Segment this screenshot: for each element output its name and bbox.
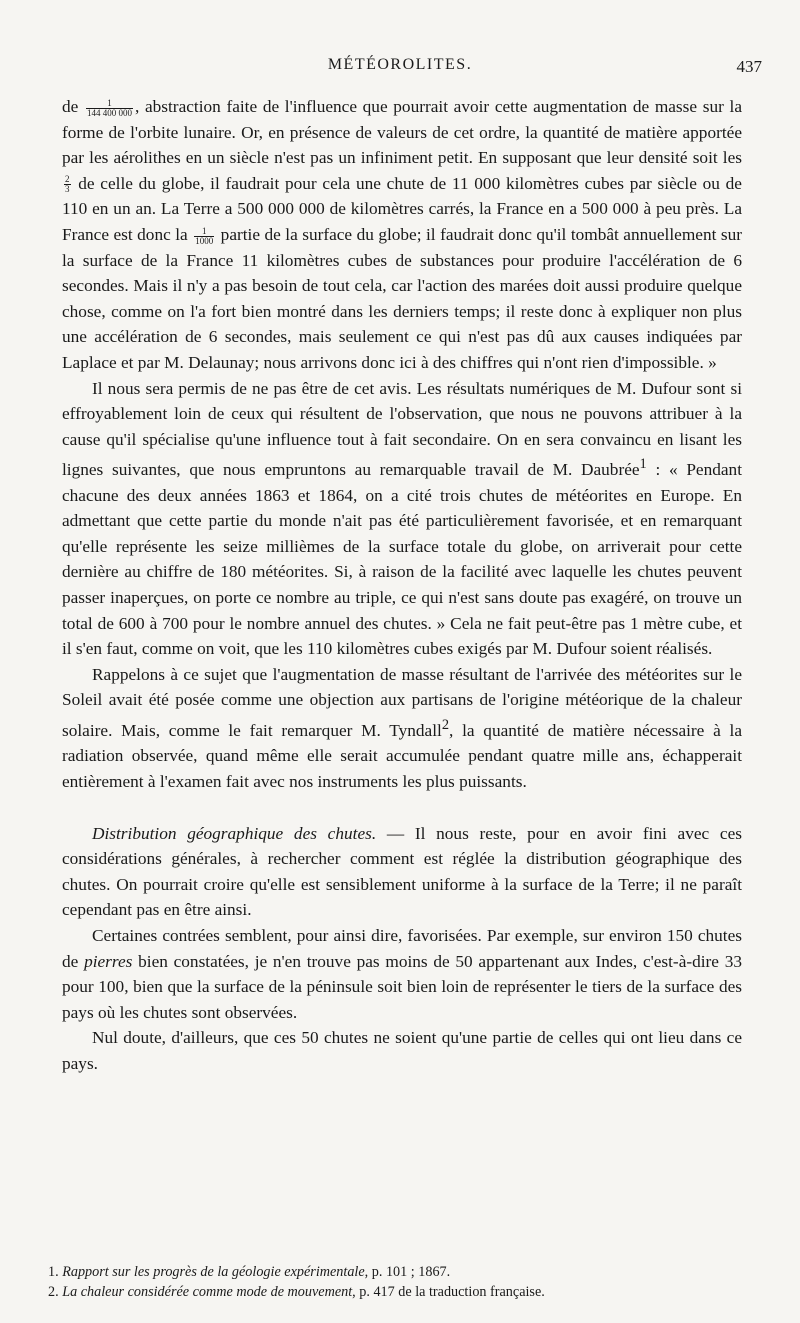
- footnote-1-rest: , p. 101 ; 1867.: [364, 1264, 451, 1280]
- p1-end: partie de la surface du globe; il faudrait donc qu'il tombât annuellement sur la surface de la France 11 kilomètres cubes de substances pour produire l'accélération de 6 secondes. Mais il n'y a pas besoin de tout cela, car l'action des marées doit aussi produire quelque chose, comme on l'a fort bien montré dans les derniers temps; il reste donc à expliquer non plus une accélération de 6 secondes, mais seulement ce qui n'est pas dû aux causes indiquées par Laplace et par M. Delaunay; nous arrivons donc ici à des chiffres qui n'ont rien d'impossible. »: [62, 224, 742, 372]
- footnotes: [48, 1262, 748, 1302]
- fraction-1: [86, 99, 133, 118]
- fraction-3-denominator: 1000: [195, 235, 214, 246]
- fraction-2-denominator: 3: [65, 184, 70, 195]
- paragraph-3: [62, 662, 742, 795]
- p5-part-b: bien constatées, je n'en trouve pas moins de 50 appartenant aux Indes, c'est-à-dire 33 pour 100, bien que la surface de la péninsule soit bien loin de représenter le tiers de la surface des pays où les chutes sont observées.: [62, 951, 743, 1022]
- p2-part-a: Il nous sera permis de ne pas être de cet avis. Les résultats numériques de M. Dufour sont si effroyablement loin de ceux qui résultent de l'observation, que nous ne pouvons attribuer à la cause qu'il spécialise qu'une influence tout à fait secondaire. On en sera convaincu en lisant les lignes suivantes, que nous empruntons au remarquable travail de M. Daubrée: [62, 378, 742, 480]
- p2-part-b: : « Pendant chacune des deux années 1863 et 1864, on a cité trois chutes de météorites en Europe. En admettant que cette partie du monde n'ait pas été particulièrement favorisée, et en remarquant qu'elle représente les seize millièmes de la surface totale du globe, on arriverait pour cette dernière au chiffre de 180 météorites. Si, à raison de la facilité avec laquelle les chutes peuvent passer inaperçues, on porte ce nombre au triple, ce qui n'est sans doute pas exagéré, on trouve un total de 600 à 700 pour le nombre annuel des chutes. » Cela ne fait peut-être pas 1 mètre cube, et il s'en faut, comme on voit, que les 110 kilomètres cubes exigés par M. Dufour soient réalisés.: [62, 460, 742, 659]
- p3-part-b: , la quantité de matière nécessaire à la radiation observée, quand même elle serait accumulée pendant quatre mille ans, échapperait entièrement à l'examen fait avec nos instruments les plus puissants.: [62, 720, 742, 791]
- p4-body: — Il nous reste, pour en avoir fini avec ces considérations générales, à rechercher comment est réglée la distribution géographique des chutes. On pourrait croire qu'elle est sensiblement uniforme à la surface de la Terre; il ne paraît cependant pas en être ainsi.: [62, 823, 742, 920]
- footnote-2: [48, 1282, 748, 1302]
- fraction-1-numerator: 1: [86, 99, 133, 109]
- paragraph-5: [62, 923, 742, 1025]
- footnote-2-title: La chaleur considérée comme mode de mouvement: [62, 1284, 353, 1300]
- running-header: [0, 56, 800, 82]
- p3-part-a: Rappelons à ce sujet que l'augmentation de masse résultant de l'arrivée des météorites sur le Soleil avait été posée comme une objection aux partisans de l'origine météorique de la chaleur solaire. Mais, comme le fait remarquer M. Tyndall: [62, 664, 742, 740]
- paragraph-1: [62, 94, 742, 376]
- fraction-1-denominator: 144 400 000: [86, 107, 132, 118]
- footnote-2-number: 2.: [48, 1284, 59, 1300]
- footnote-ref-2[interactable]: 2: [441, 717, 450, 734]
- footnote-1-number: 1.: [48, 1264, 59, 1280]
- footnote-1: [48, 1262, 748, 1282]
- p5-part-a: Certaines contrées semblent, pour ainsi dire, favorisées. Par exemple, sur environ 150 chutes de: [62, 925, 742, 971]
- page-number: 437: [736, 57, 762, 76]
- footnote-ref-1[interactable]: 1: [639, 456, 647, 473]
- p5-emphasis: pierres: [84, 951, 133, 971]
- running-title: MÉTÉOROLITES.: [327, 56, 473, 73]
- fraction-2-numerator: 2: [65, 174, 70, 185]
- footnote-2-rest: , p. 417 de la traduction française.: [352, 1284, 545, 1300]
- paragraph-4: [62, 821, 742, 923]
- p1-mid: de celle du globe, il faudrait pour cela une chute de 11 000 kilomètres cubes par siècle ou de 110 en un an. La Terre a 500 000 000 de kilomètres carrés, la France en a 500 000 à peu près. La France est donc la: [62, 173, 742, 244]
- body-text: [62, 94, 742, 1077]
- p1-after: , abstraction faite de l'influence que pourrait avoir cette augmentation de masse sur la forme de l'orbite lunaire. Or, en présence de valeurs de cet ordre, la quantité de matière apportée par les aérolithes en un siècle n'est pas un infiniment petit. En supposant que leur densité soit les: [62, 97, 742, 168]
- section-heading: Distribution géographique des chutes.: [92, 823, 377, 843]
- fraction-3-numerator: 1: [194, 227, 214, 237]
- fraction-2: [64, 175, 71, 194]
- footnote-1-title: Rapport sur les progrès de la géologie expérimentale: [62, 1264, 365, 1280]
- paragraph-6: Nul doute, d'ailleurs, que ces 50 chutes ne soient qu'une partie de celles qui ont lieu dans ce pays.: [62, 1028, 742, 1073]
- paragraph-2: [62, 376, 742, 662]
- p1-before: de: [62, 97, 79, 116]
- fraction-3: [194, 227, 214, 246]
